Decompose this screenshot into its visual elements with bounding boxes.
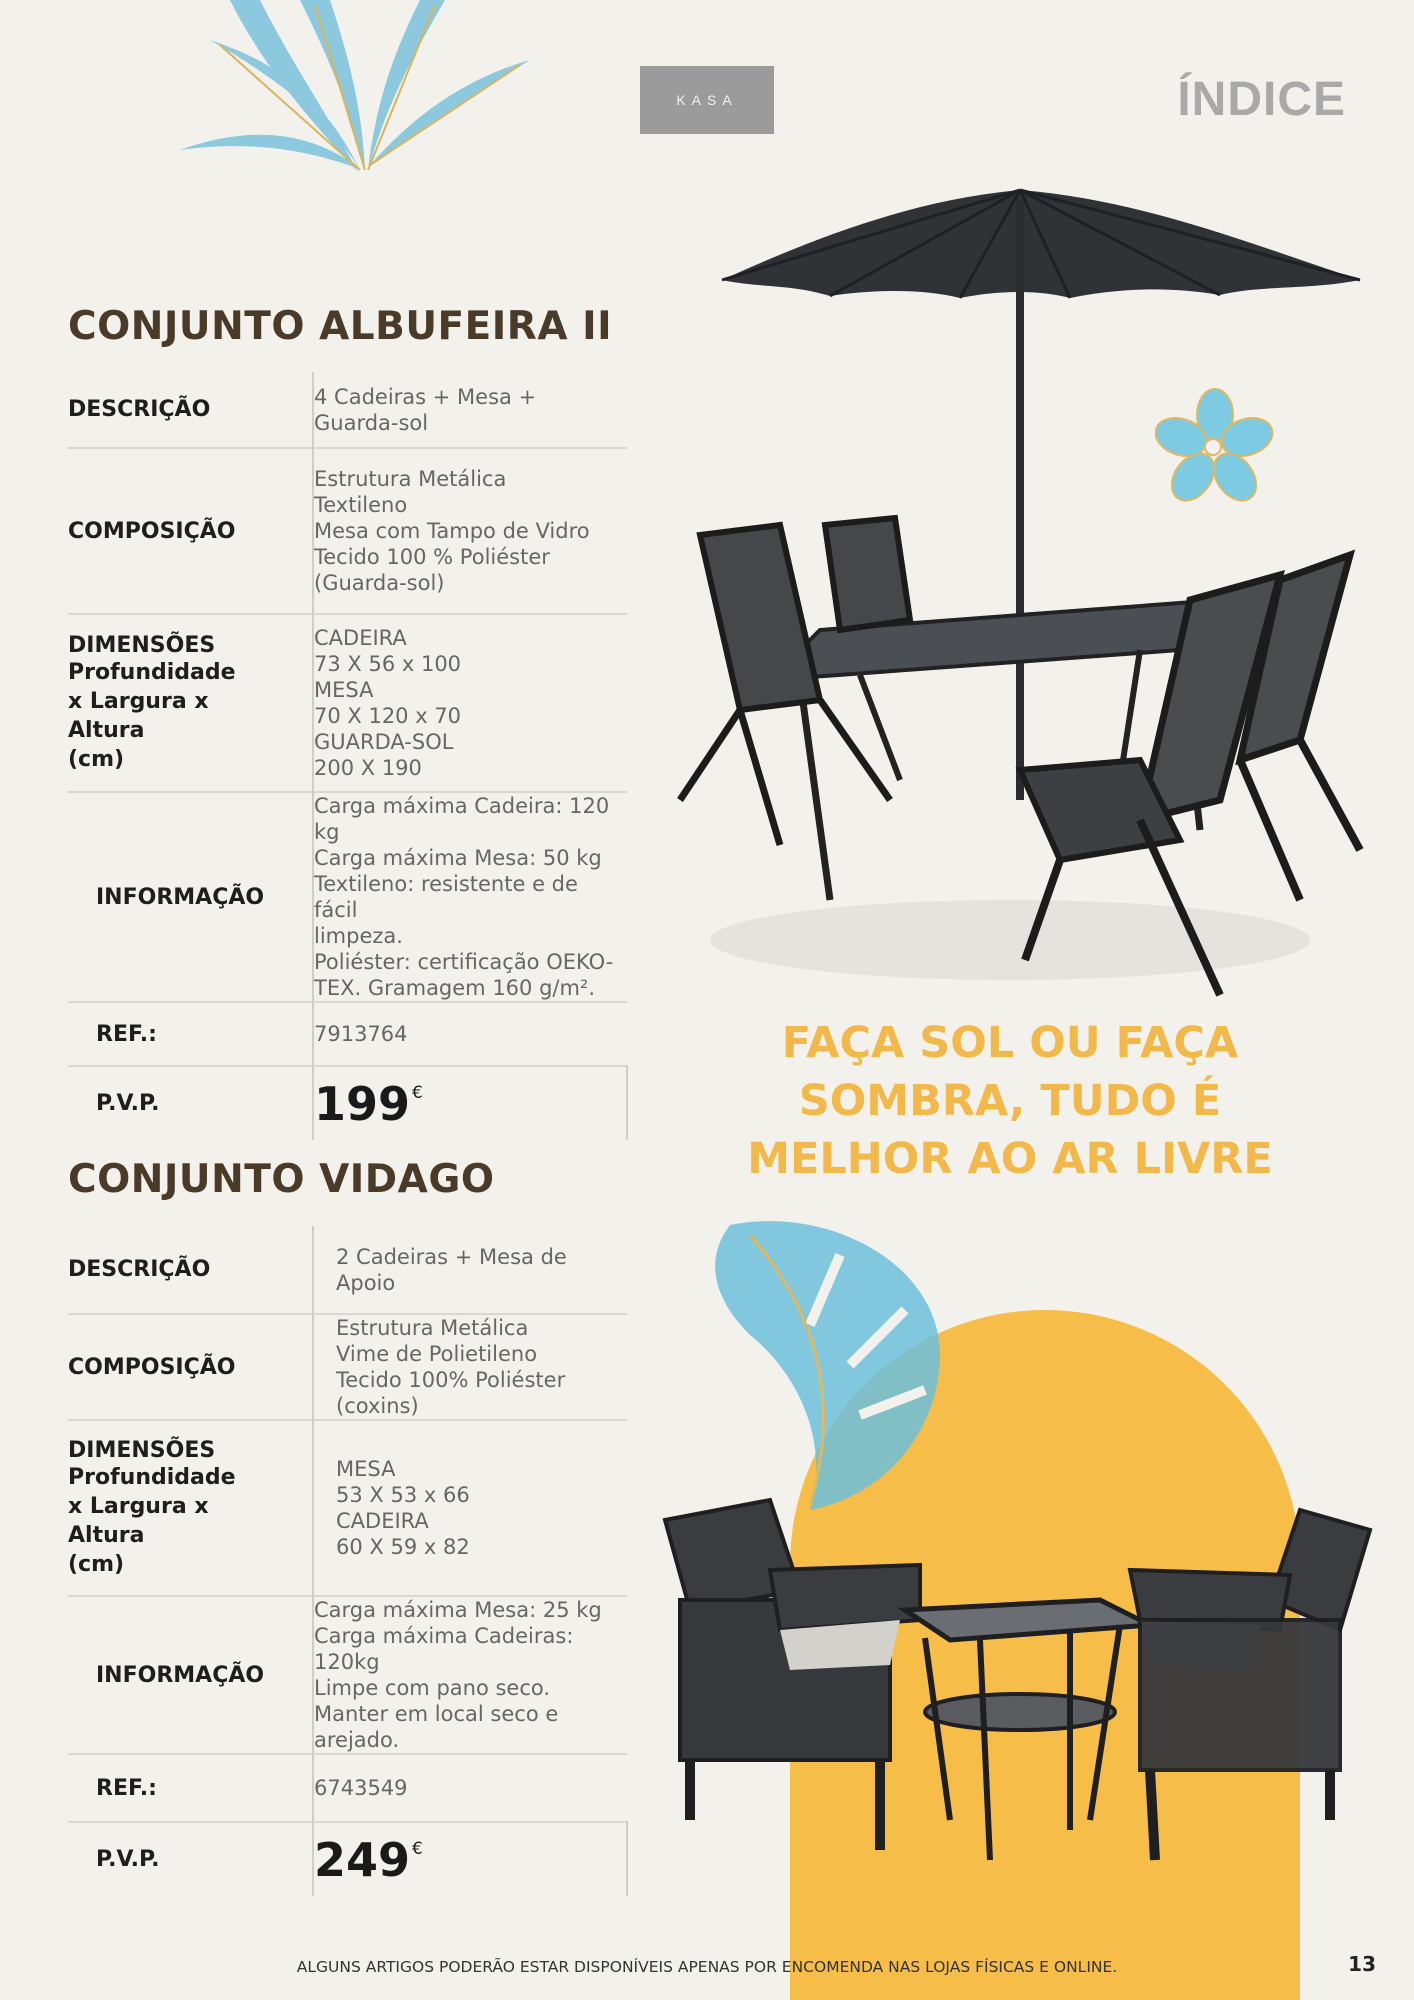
slogan-line: FAÇA SOL OU FAÇA [781,1018,1239,1068]
brand-logo [640,66,774,134]
spec-label-sub: Profundidade x Largura x Altura (cm) [68,659,236,772]
spec-table-albufeira [68,372,628,1140]
price-amount: 199 [314,1076,411,1131]
spec-label: COMPOSIÇÃO [68,448,313,614]
spec-value: 7913764 [314,1022,408,1046]
spec-label: INFORMAÇÃO [68,792,313,1002]
spec-row-informacao [68,1596,627,1754]
spec-label-sub: Profundidade x Largura x Altura (cm) [68,1464,236,1577]
currency-symbol: € [412,1082,423,1103]
price-label: P.V.P. [68,1066,313,1140]
product-image-albufeira [660,180,1380,1010]
flower-decoration [1155,385,1275,505]
spec-row-dimensoes [68,614,627,792]
spec-row-informacao [68,792,627,1002]
spec-value: MESA 53 X 53 x 66 CADEIRA 60 X 59 x 82 [336,1457,470,1559]
product-image-vidago [650,1490,1390,1870]
spec-value: Carga máxima Mesa: 25 kg Carga máxima Cadeiras: 120kg Limpe com pano seco. Manter em local seco e arejado. [314,1598,602,1752]
slogan [690,1014,1330,1188]
slogan-line: SOMBRA, TUDO É [798,1076,1222,1126]
price-value [313,1066,627,1140]
spec-label: REF.: [68,1002,313,1066]
price-value [313,1822,627,1896]
spec-value: Estrutura Metálica Textileno Mesa com Tampo de Vidro Tecido 100 % Poliéster (Guarda-sol) [314,467,590,595]
spec-value: Estrutura Metálica Vime de Polietileno Tecido 100% Poliéster (coxins) [336,1316,566,1418]
spec-label: COMPOSIÇÃO [68,1314,313,1420]
spec-row-composicao [68,1314,627,1420]
spec-table-vidago [68,1226,628,1896]
spec-label [68,1420,313,1596]
spec-row-descricao [68,1226,627,1314]
spec-value: CADEIRA 73 X 56 x 100 MESA 70 X 120 x 70 GUARDA-SOL 200 X 190 [314,626,462,780]
spec-label: REF.: [68,1754,313,1822]
spec-label: DESCRIÇÃO [68,1226,313,1314]
spec-value: 4 Cadeiras + Mesa + Guarda-sol [314,384,537,435]
spec-row-price [68,1822,627,1896]
currency-symbol: € [412,1838,423,1859]
spec-row-composicao [68,448,627,614]
spec-label [68,614,313,792]
brand-logo-text: KASA [676,92,738,108]
spec-label: INFORMAÇÃO [68,1596,313,1754]
spec-value: 2 Cadeiras + Mesa de Apoio [336,1244,567,1295]
product-title-vidago: CONJUNTO VIDAGO [68,1157,495,1202]
slogan-line: MELHOR AO AR LIVRE [747,1134,1273,1184]
spec-row-price [68,1066,627,1140]
spec-row-ref [68,1754,627,1822]
price-amount: 249 [314,1832,411,1887]
price-label: P.V.P. [68,1822,313,1896]
spec-row-descricao [68,372,627,448]
spec-row-dimensoes [68,1420,627,1596]
spec-value: Carga máxima Cadeira: 120 kg Carga máxima Mesa: 50 kg Textileno: resistente e de fácil limpeza. Poliéster: certificação OEKO- TEX. Gramagem 160 g/m². [314,794,614,1000]
index-link[interactable]: ÍNDICE [1177,73,1346,126]
spec-label-main: DIMENSÕES [68,1437,216,1463]
spec-row-ref [68,1002,627,1066]
spec-value: 6743549 [314,1776,408,1800]
footer-note: ALGUNS ARTIGOS PODERÃO ESTAR DISPONÍVEIS APENAS POR ENCOMENDA NAS LOJAS FÍSICAS E ONLINE. [296,1958,1118,1976]
monstera-leaf-decoration [690,1215,970,1515]
page-number: 13 [1348,1952,1376,1976]
spec-label-main: DIMENSÕES [68,632,216,658]
spec-label: DESCRIÇÃO [68,372,313,448]
palm-leaf-decoration [100,0,550,180]
product-title-albufeira: CONJUNTO ALBUFEIRA II [68,304,613,349]
